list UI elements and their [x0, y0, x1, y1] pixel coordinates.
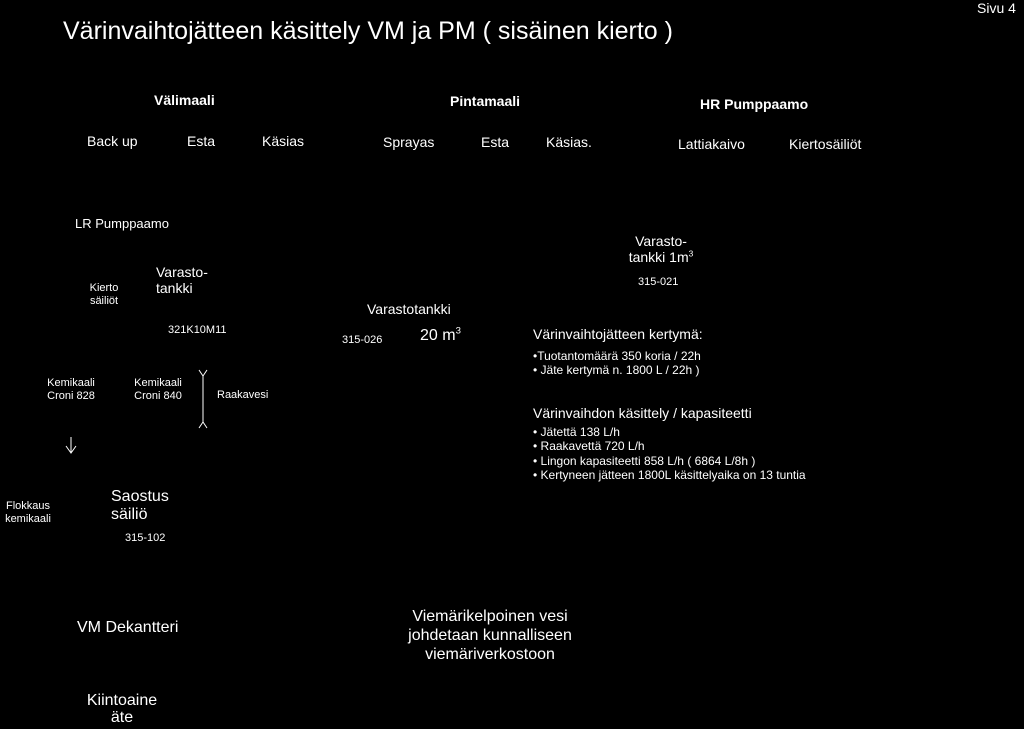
- list-item: • Jätettä 138 L/h: [533, 425, 620, 439]
- varastotankki-20-label: Varastotankki: [367, 301, 451, 317]
- list-item: • Kertyneen jätteen 1800L käsittelyaika on 13 tuntia: [533, 468, 806, 483]
- saostus-code: 315-102: [125, 532, 166, 544]
- page-title: Värinvaihtojätteen käsittely VM ja PM ( sisäinen kierto ): [63, 17, 673, 45]
- list-item: • Lingon kapasiteetti 858 L/h ( 6864 L/8h ): [533, 453, 756, 468]
- raakavesi-label: Raakavesi: [217, 389, 269, 401]
- kertyma-heading: Värinvaihtojätteen kertymä:: [533, 326, 703, 342]
- kapasiteetti-list: [533, 425, 806, 483]
- page-number: Sivu 4: [977, 0, 1016, 16]
- step-esta-vm: Esta: [187, 133, 216, 149]
- varasto-tankki-label: Varasto- tankki: [156, 264, 208, 297]
- section-title-valimaali: Välimaali: [154, 92, 215, 108]
- kertyma-list: [533, 349, 701, 378]
- vm-dekantteri-label: VM Dekantteri: [77, 619, 179, 636]
- kiintoaine-label: Kiintoaine äte: [86, 692, 158, 726]
- step-kasias-pm: Käsias.: [546, 134, 592, 150]
- flokkaus-kemikaali: Flokkaus kemikaali: [5, 500, 51, 525]
- kemikaali-croni-828: Kemikaali Croni 828: [47, 377, 95, 402]
- kapasiteetti-heading: Värinvaihdon käsittely / kapasiteetti: [533, 405, 752, 421]
- step-kiertosailiot: Kiertosäiliöt: [789, 136, 862, 152]
- lr-pumppaamo-label: LR Pumppaamo: [75, 216, 169, 231]
- raakavesi-bracket-icon: [199, 370, 207, 428]
- section-title-hr-pumppaamo: HR Pumppaamo: [700, 96, 809, 112]
- saostus-sailio-label: Saostus säiliö: [111, 488, 169, 524]
- varastotankki-20-volume: 20 $m^3$: [420, 325, 461, 344]
- list-item: • Raakavettä 720 L/h: [533, 439, 645, 454]
- varastotankki-20-code: 315-026: [342, 334, 383, 346]
- step-esta-pm: Esta: [481, 134, 510, 150]
- list-item: •Tuotantomäärä 350 koria / 22h: [533, 349, 701, 363]
- step-lattiakaivo: Lattiakaivo: [678, 136, 745, 152]
- kemikaali-croni-840: Kemikaali Croni 840: [134, 377, 182, 402]
- section-title-pintamaali: Pintamaali: [450, 93, 521, 109]
- step-kasias-vm: Käsias: [262, 133, 305, 149]
- varastotankki-1-label: Varasto- tankki $1m^3$: [628, 233, 694, 266]
- tank-code-321k10m11: 321K10M11: [168, 324, 227, 336]
- step-sprayas: Sprayas: [383, 134, 435, 150]
- varastotankki-1-code: 315-021: [638, 276, 679, 288]
- step-back-up: Back up: [87, 133, 138, 149]
- list-item: • Jäte kertymä n. 1800 L / 22h ): [533, 363, 700, 378]
- kierto-sailiot-label: Kierto säiliöt: [89, 282, 119, 307]
- arrow-down-icon: [66, 437, 76, 453]
- viemari-note: Viemärikelpoinen vesi johdetaan kunnalliseen viemäriverkostoon: [408, 608, 572, 664]
